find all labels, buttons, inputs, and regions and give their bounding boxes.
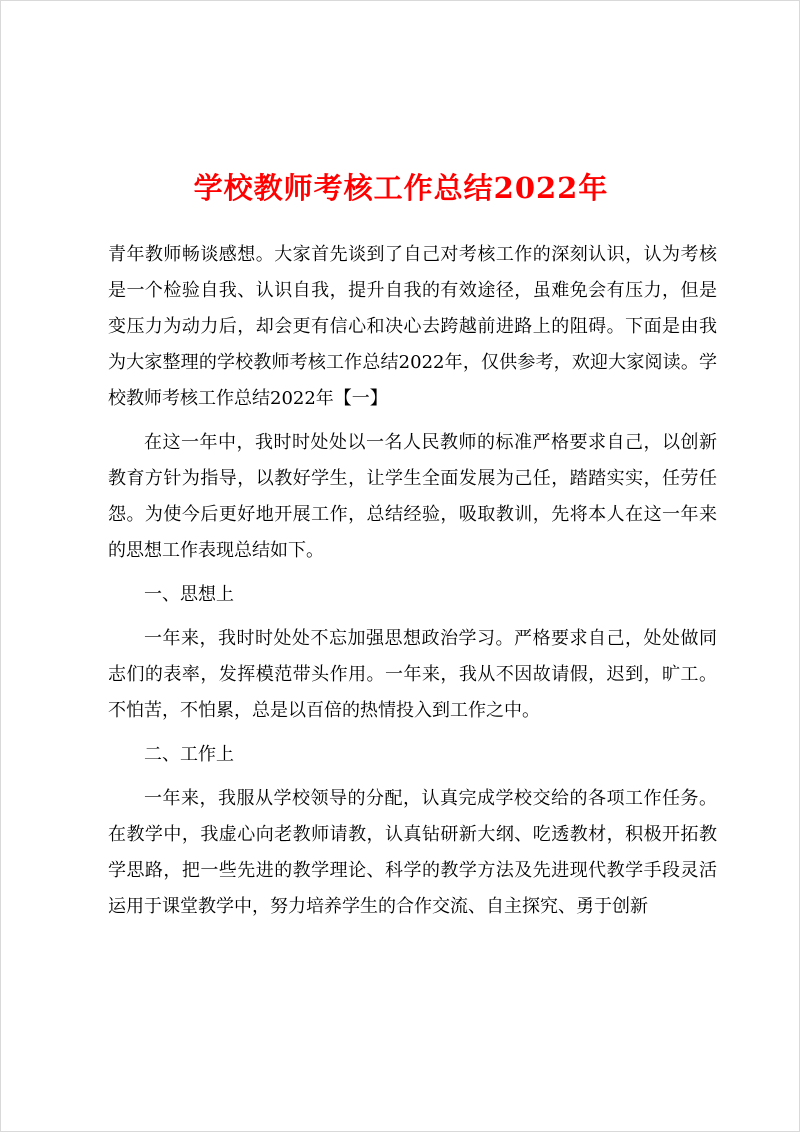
section-heading-work: 二、工作上 bbox=[144, 744, 234, 765]
body-paragraph: 一年来，我时时处处不忘加强思想政治学习。严格要求自己，处处做同志们的表率，发挥模范带头作用。一年来，我从不因故请假，迟到，旷工。不怕苦，不怕累，总是以百倍的热情投入到工作之中。 bbox=[108, 628, 717, 721]
document-body bbox=[108, 237, 717, 933]
section-heading-thought: 一、思想上 bbox=[144, 584, 234, 605]
intro-paragraph: 青年教师畅谈感想。大家首先谈到了自己对考核工作的深刻认识，认为考核是一个检验自我、认识自我，提升自我的有效途径，虽难免会有压力，但是变压力为动力后，却会更有信心和决心去跨越前进路上的阻碍。下面是由我为大家整理的学校教师考核工作总结2022年，仅供参考，欢迎大家阅读。学校教师考核工作总结2022年【一】 bbox=[108, 244, 717, 409]
document-title: 学校教师考核工作总结2022年 bbox=[193, 171, 609, 205]
body-paragraph: 在这一年中，我时时处处以一名人民教师的标准严格要求自己，以创新教育方针为指导，以教好学生，让学生全面发展为己任，踏踏实实，任劳任怨。为使今后更好地开展工作，总结经验，吸取教训，先将本人在这一年来的思想工作表现总结如下。 bbox=[108, 432, 717, 561]
body-paragraph: 一年来，我服从学校领导的分配，认真完成学校交给的各项工作任务。在教学中，我虚心向老教师请教，认真钻研新大纲、吃透教材，积极开拓教学思路，把一些先进的教学理论、科学的教学方法及先进现代教学手段灵活运用于课堂教学中，努力培养学生的合作交流、自主探究、勇于创新 bbox=[108, 788, 717, 917]
